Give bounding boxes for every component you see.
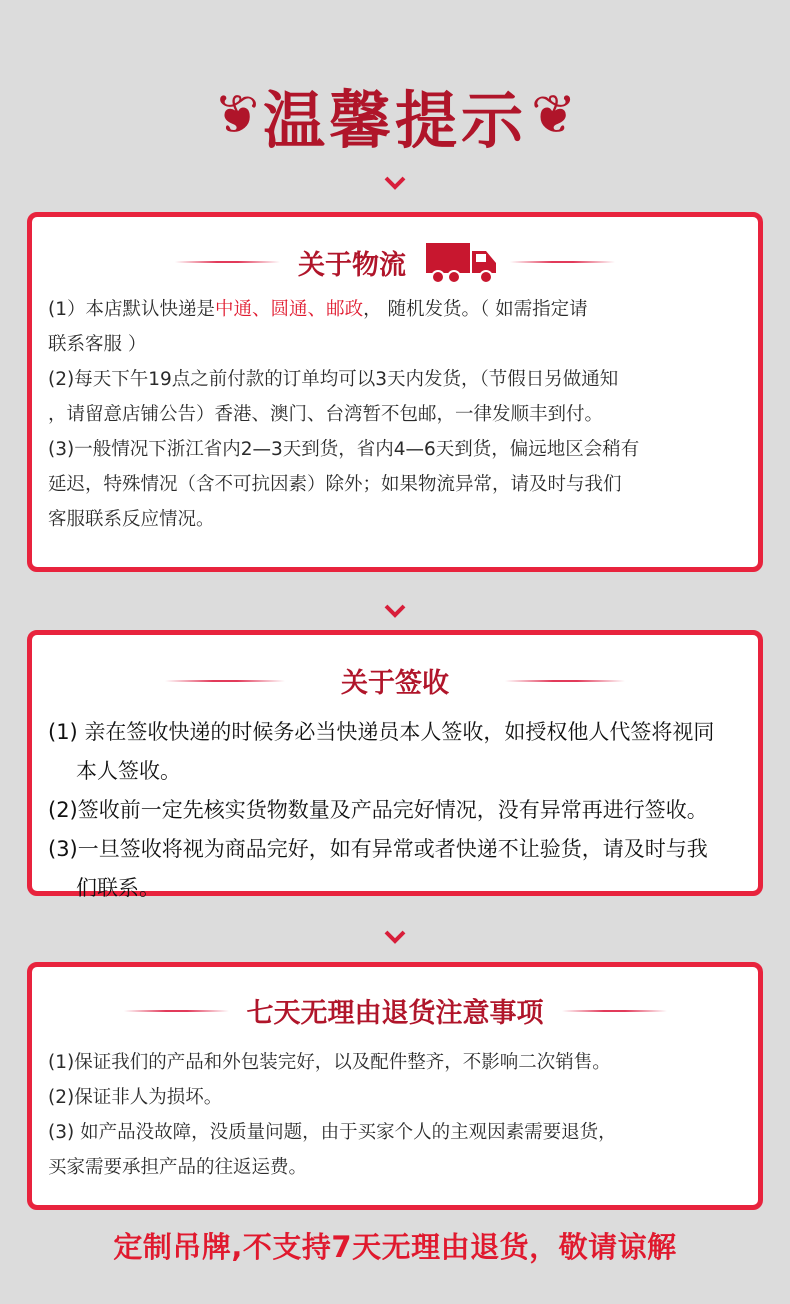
returns-item-3-cont: 买家需要承担产品的往返运费。 xyxy=(48,1157,308,1178)
page-title: 温馨提示 xyxy=(262,83,527,157)
header xyxy=(0,60,790,170)
signing-item-3: (3)一旦签收将视为商品完好，如有异常或者快递不让验货，请及时与我 xyxy=(48,837,708,861)
returns-heading xyxy=(32,991,758,1030)
signing-title: 关于签收 xyxy=(341,668,449,699)
logistics-card xyxy=(27,212,763,572)
signing-item-1-cont: 本人签收。 xyxy=(76,759,181,783)
carrier-yuantong: 圆通 xyxy=(270,299,308,320)
logistics-item-3-cont2: 客服联系反应情况。 xyxy=(48,509,215,530)
footer-notice: 定制吊牌,不支持7天无理由退货，敬请谅解 xyxy=(113,1230,677,1264)
signing-card xyxy=(27,630,763,900)
logistics-item-1-cont: 联系客服 ） xyxy=(48,334,147,355)
signing-heading xyxy=(32,661,758,700)
swirl-ornament-icon: ❦ xyxy=(531,83,577,146)
truck-icon xyxy=(424,239,500,285)
logistics-item-2-cont: ，请留意店铺公告）香港、澳门、台湾暂不包邮，一律发顺丰到付。 xyxy=(48,404,604,425)
carrier-youzheng: 邮政 xyxy=(326,299,364,320)
carrier-zhongtong: 中通 xyxy=(215,299,253,320)
returns-item-3: (3) 如产品没故障，没质量问题，由于买家个人的主观因素需要退货， xyxy=(48,1122,617,1143)
chevron-down-icon xyxy=(383,604,407,618)
signing-item-2: (2)签收前一定先核实货物数量及产品完好情况，没有异常再进行签收。 xyxy=(48,798,708,822)
returns-title: 七天无理由退货注意事项 xyxy=(246,998,544,1029)
logistics-body xyxy=(48,292,746,537)
returns-item-2: (2)保证非人为损坏。 xyxy=(48,1087,223,1108)
returns-body xyxy=(48,1045,746,1185)
logistics-heading xyxy=(32,239,758,285)
logistics-item-2: (2)每天下午19点之前付款的订单均可以3天内发货，（节假日另做通知 xyxy=(48,369,619,390)
logistics-item-1: (1）本店默认快递是中通、圆通、邮政， 随机发货。（ 如需指定请 xyxy=(48,299,588,320)
chevron-down-icon xyxy=(383,176,407,190)
returns-item-1: (1)保证我们的产品和外包装完好，以及配件整齐，不影响二次销售。 xyxy=(48,1052,611,1073)
logistics-item-3-cont: 延迟，特殊情况（含不可抗因素）除外；如果物流异常，请及时与我们 xyxy=(48,474,622,495)
logistics-title: 关于物流 xyxy=(298,249,406,281)
swirl-ornament-icon: ❦ xyxy=(213,83,259,146)
signing-item-1: (1) 亲在签收快递的时候务必当快递员本人签收，如授权他人代签将视同 xyxy=(48,720,715,744)
chevron-down-icon xyxy=(383,930,407,944)
returns-card xyxy=(27,962,763,1210)
logistics-item-3: (3)一般情况下浙江省内2—3天到货，省内4—6天到货，偏远地区会稍有 xyxy=(48,439,640,460)
signing-body xyxy=(48,713,746,908)
signing-item-3-cont: 们联系。 xyxy=(76,876,160,900)
